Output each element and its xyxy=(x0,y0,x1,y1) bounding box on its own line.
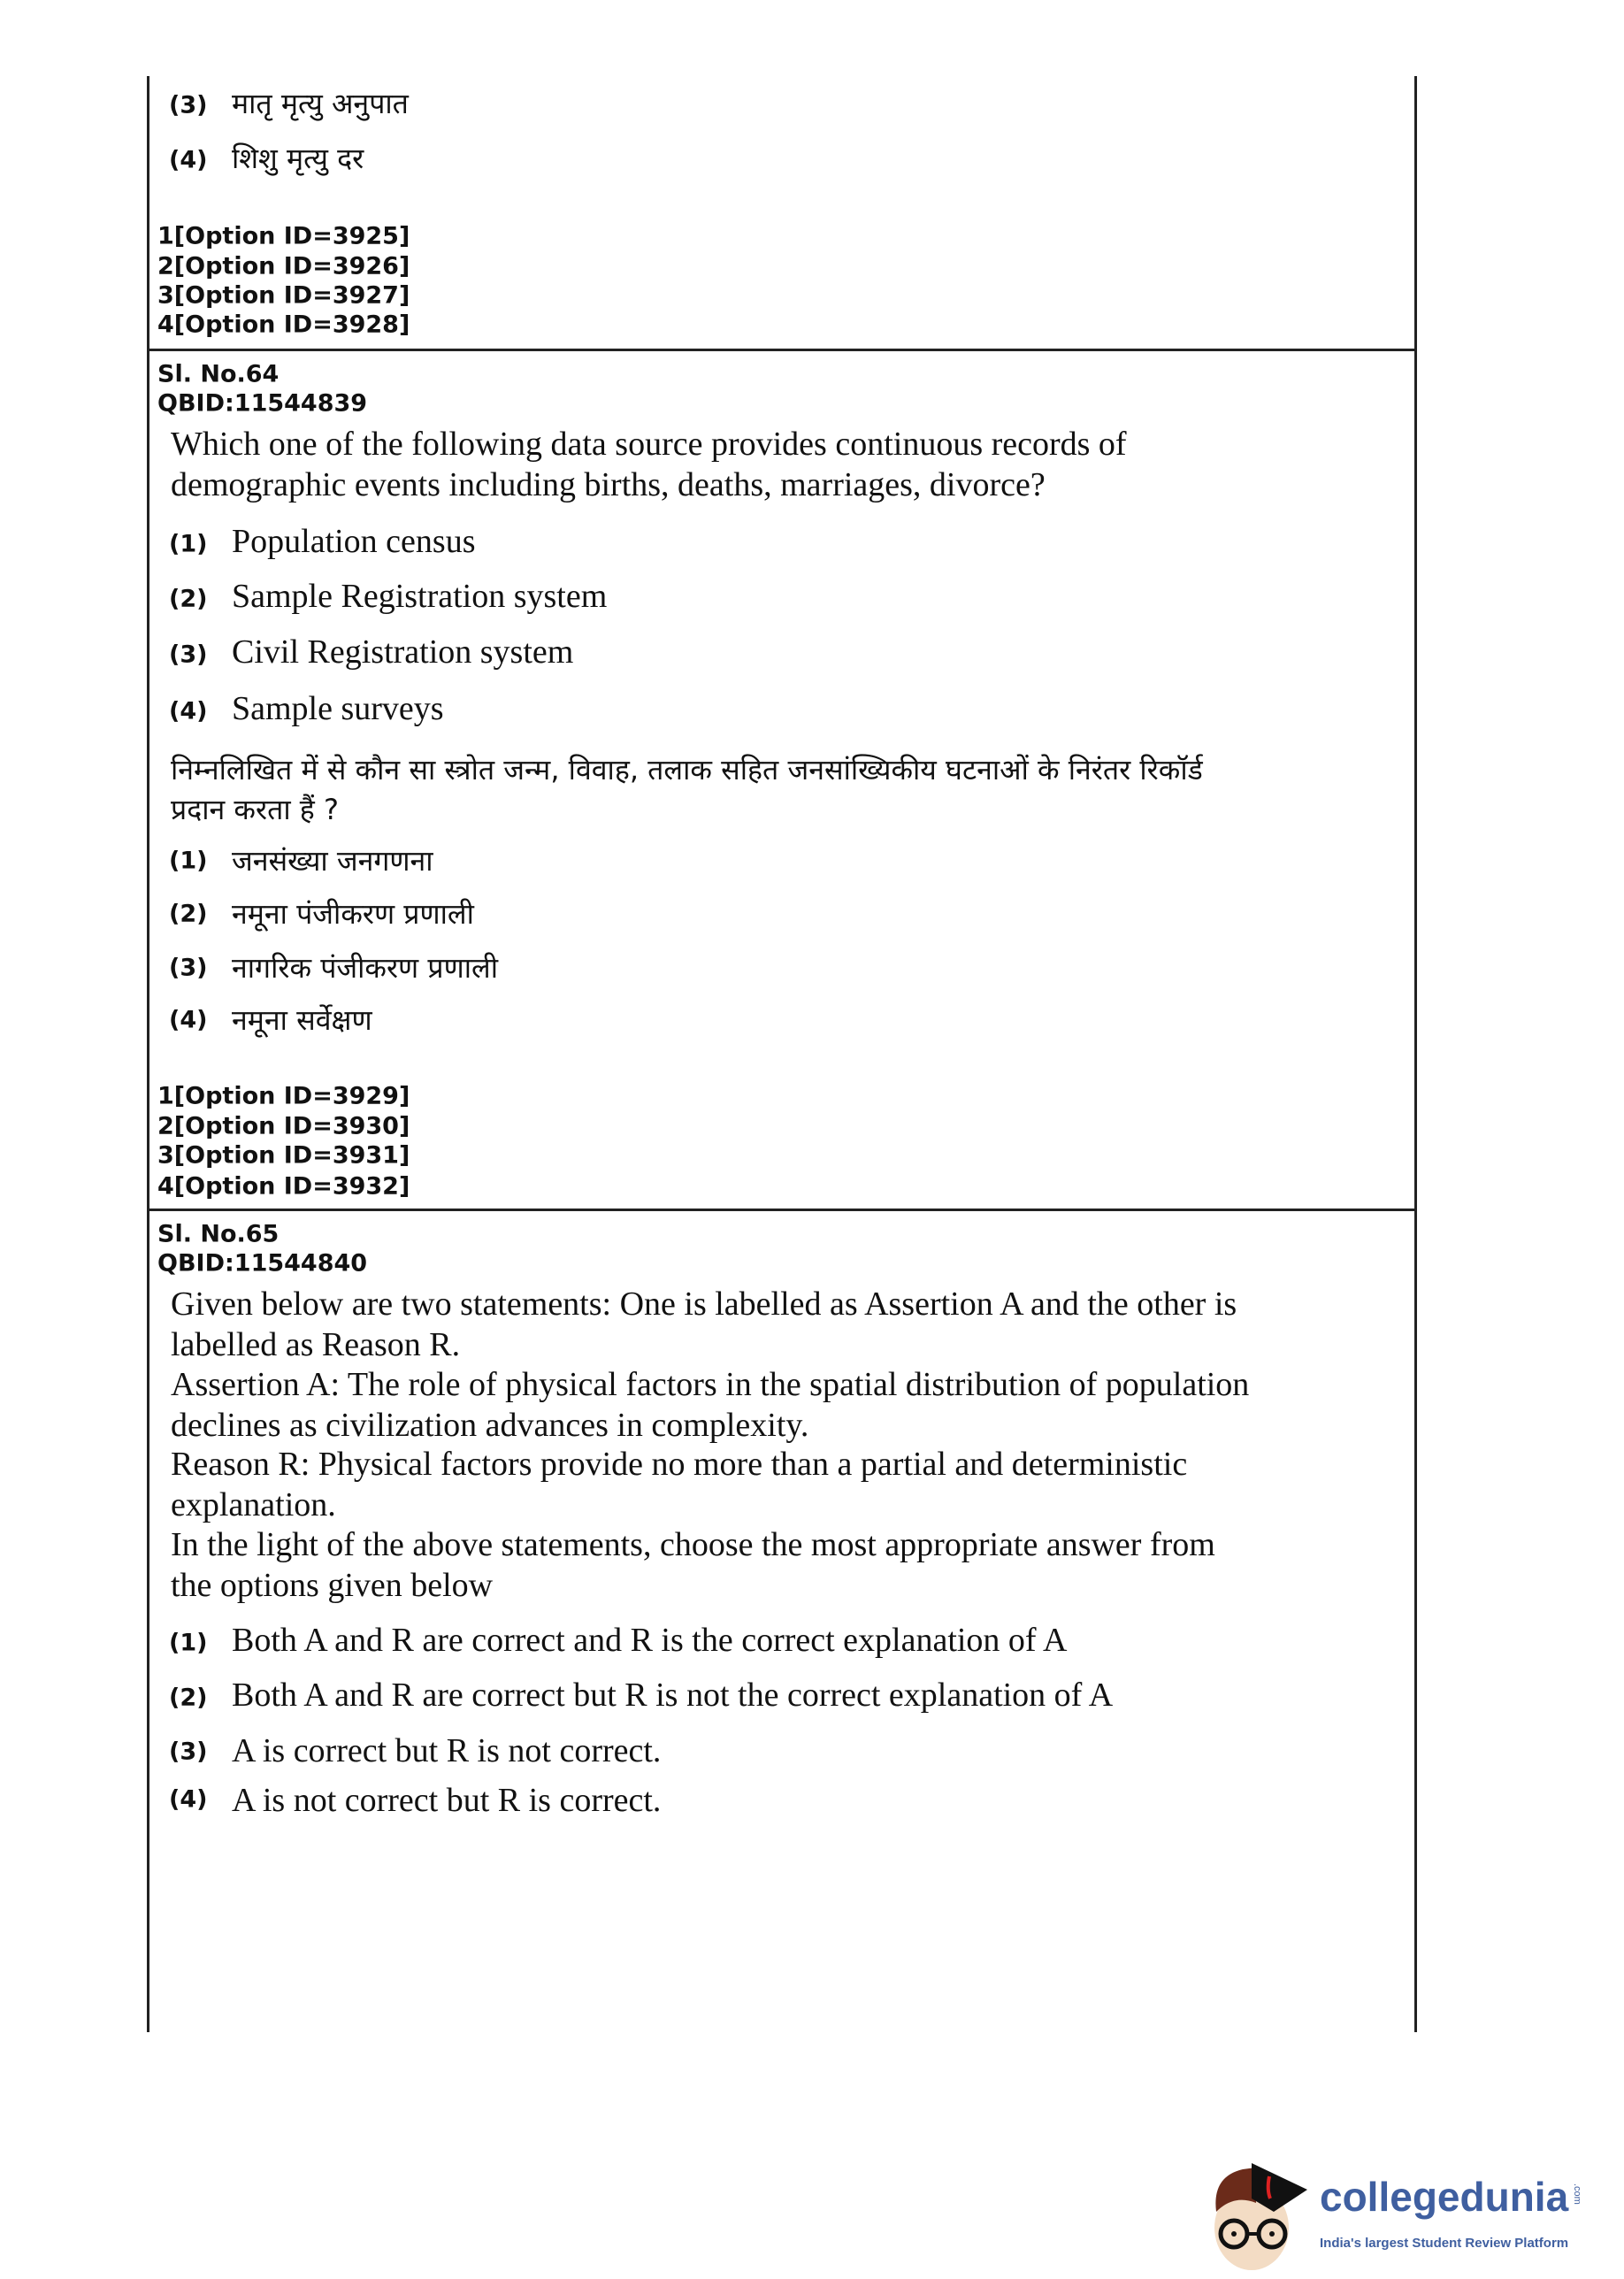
option-number: (4) xyxy=(169,146,208,174)
question-text: Which one of the following data source provides continuous records of xyxy=(171,426,1127,463)
option-id: 4[Option ID=3932] xyxy=(157,1172,410,1201)
question-text: Given below are two statements: One is labelled as Assertion A and the other is xyxy=(171,1285,1237,1323)
question-text-hindi: निम्नलिखित में से कौन सा स्त्रोत जन्म, विवाह, तलाक सहित जनसांख्यिकीय घटनाओं के निरंतर रिकॉर्ड xyxy=(171,753,1203,787)
option-number: (3) xyxy=(169,1738,208,1766)
option-number: (4) xyxy=(169,1006,208,1034)
option-text-hindi: जनसंख्या जनगणना xyxy=(232,844,433,878)
option-id: 3[Option ID=3927] xyxy=(157,281,410,310)
question-text: Assertion A: The role of physical factors in the spatial distribution of population xyxy=(171,1366,1250,1403)
option-text-hindi: नमूना पंजीकरण प्रणाली xyxy=(232,897,474,931)
serial-number: Sl. No.65 xyxy=(157,1220,280,1248)
logo-tagline: India's largest Student Review Platform xyxy=(1320,2236,1569,2251)
question-text: the options given below xyxy=(171,1567,494,1604)
logo-suffix: .com xyxy=(1572,2183,1583,2205)
option-number: (1) xyxy=(169,847,208,875)
question-text: labelled as Reason R. xyxy=(171,1326,461,1363)
option-text-hindi: मातृ मृत्यु अनुपात xyxy=(232,87,409,120)
option-text: Both A and R are correct and R is the correct explanation of A xyxy=(232,1622,1068,1659)
option-id: 2[Option ID=3926] xyxy=(157,252,410,280)
option-number: (2) xyxy=(169,585,208,613)
option-number: (2) xyxy=(169,1684,208,1712)
option-number: (4) xyxy=(169,1785,208,1814)
question-divider xyxy=(147,1209,1417,1211)
option-text-hindi: नागरिक पंजीकरण प्रणाली xyxy=(232,951,498,985)
option-number: (2) xyxy=(169,900,208,928)
question-text: declines as civilization advances in complexity. xyxy=(171,1407,809,1444)
logo-wordmark: collegedunia xyxy=(1320,2174,1569,2220)
option-id: 1[Option ID=3925] xyxy=(157,222,410,250)
qbid: QBID:11544839 xyxy=(157,389,368,418)
question-text: demographic events including births, deaths, marriages, divorce? xyxy=(171,466,1046,503)
option-text: Population census xyxy=(232,523,476,560)
option-text: Sample surveys xyxy=(232,690,444,727)
option-id: 4[Option ID=3928] xyxy=(157,311,410,339)
question-text: In the light of the above statements, choose the most appropriate answer from xyxy=(171,1526,1215,1563)
option-number: (1) xyxy=(169,1629,208,1657)
logo-brand-row xyxy=(1320,2174,1583,2220)
question-text: explanation. xyxy=(171,1486,336,1523)
option-text-hindi: शिशु मृत्यु दर xyxy=(232,142,364,175)
option-text-hindi: नमूना सर्वेक्षण xyxy=(232,1003,372,1037)
option-text: A is not correct but R is correct. xyxy=(232,1782,662,1819)
option-text: A is correct but R is not correct. xyxy=(232,1732,662,1769)
option-number: (3) xyxy=(169,641,208,669)
question-text-hindi: प्रदान करता हैं ? xyxy=(171,793,339,826)
option-text: Civil Registration system xyxy=(232,633,574,671)
serial-number: Sl. No.64 xyxy=(157,360,280,388)
question-divider xyxy=(147,349,1417,351)
question-text: Reason R: Physical factors provide no more than a partial and deterministic xyxy=(171,1446,1188,1483)
option-number: (3) xyxy=(169,91,208,119)
option-number: (3) xyxy=(169,954,208,982)
option-text: Sample Registration system xyxy=(232,578,608,615)
option-number: (1) xyxy=(169,530,208,558)
option-id: 3[Option ID=3931] xyxy=(157,1141,410,1170)
option-id: 2[Option ID=3930] xyxy=(157,1112,410,1140)
mascot-icon xyxy=(1203,2150,1318,2274)
option-id: 1[Option ID=3929] xyxy=(157,1082,410,1110)
page-border-right xyxy=(1414,76,1417,2032)
qbid: QBID:11544840 xyxy=(157,1249,368,1278)
page-border-left xyxy=(147,76,149,2032)
option-number: (4) xyxy=(169,697,208,725)
option-text: Both A and R are correct but R is not the correct explanation of A xyxy=(232,1677,1114,1714)
collegedunia-logo xyxy=(1203,2150,1619,2274)
